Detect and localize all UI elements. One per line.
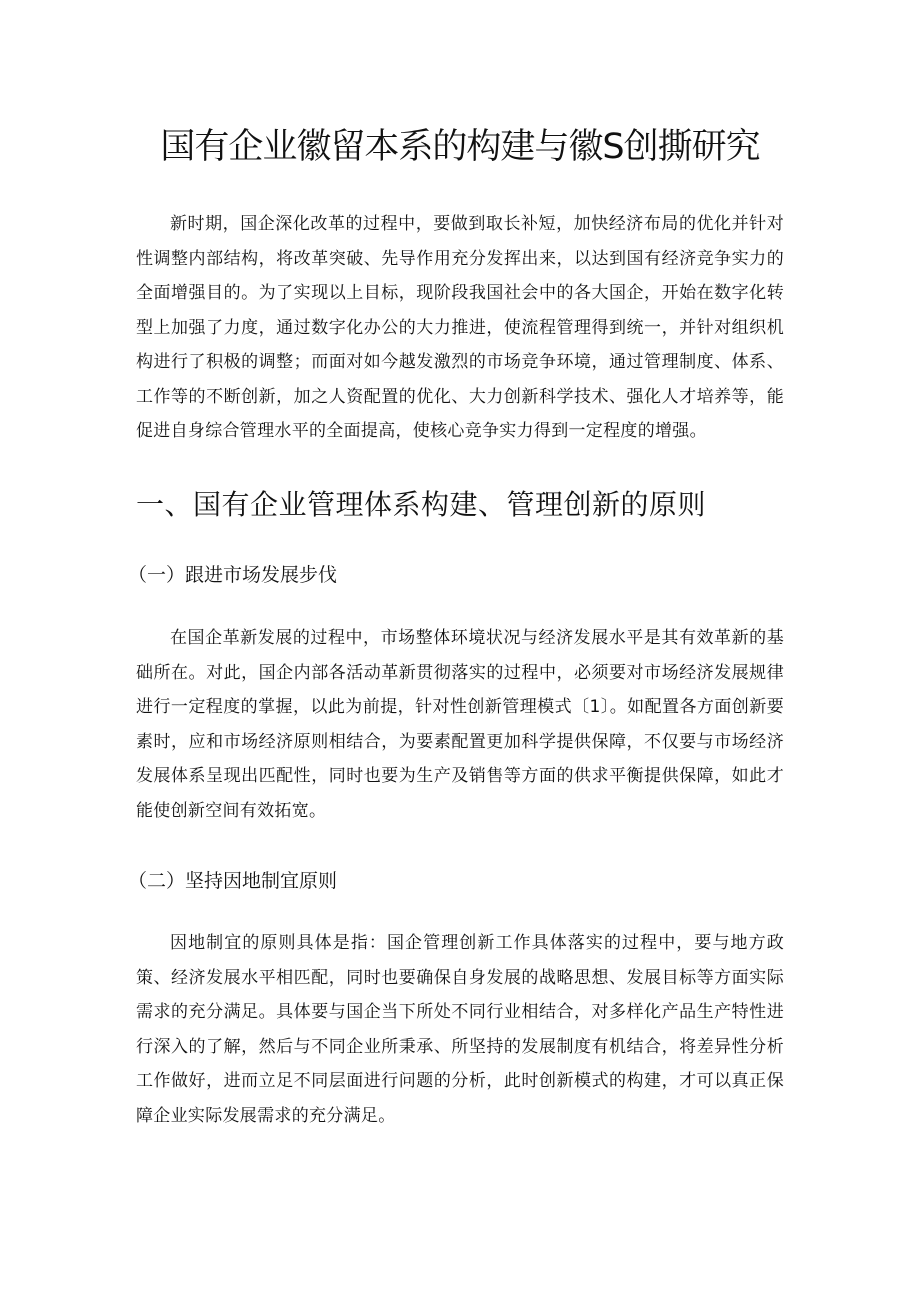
subsection-heading-2: （二）坚持因地制宜原则 [128, 870, 338, 892]
subsection-paragraph-1: 在国企革新发展的过程中，市场整体环境状况与经济发展水平是其有效革新的基础所在。对此，国企内部各活动革新贯彻落实的过程中，必须要对市场经济发展规律进行一定程度的掌握，以此为前提，针对性创新管理模式〔1〕。如配置各方面创新要素时，应和市场经济原则相结合，为要素配置更加科学提供保障，不仅要与市场经济发展体系呈现出匹配性，同时也要为生产及销售等方面的供求平衡提供保障，如此才能使创新空间有效拓宽。 [136, 628, 784, 821]
subsection-heading-1: （一）跟进市场发展步伐 [128, 564, 338, 586]
subsection-paragraph-2: 因地制宜的原则具体是指：国企管理创新工作具体落实的过程中，要与地方政策、经济发展水平相匹配，同时也要确保自身发展的战略思想、发展目标等方面实际需求的充分满足。具体要与国企当下所处不同行业相结合，对多样化产品生产特性进行深入的了解，然后与不同企业所秉承、所坚持的发展制度有机结合，将差异性分析工作做好，进而立足不同层面进行问题的分析，此时创新模式的构建，才可以真正保障企业实际发展需求的充分满足。 [136, 933, 784, 1126]
document-title: 国有企业徽留本系的构建与徽S创撕研究 [160, 127, 760, 167]
intro-paragraph: 新时期，国企深化改革的过程中，要做到取长补短，加快经济布局的优化并针对性调整内部结构，将改革突破、先导作用充分发挥出来，以达到国有经济竞争实力的全面增强目的。为了实现以上目标，现阶段我国社会中的各大国企，开始在数字化转型上加强了力度，通过数字化办公的大力推进，使流程管理得到统一，并针对组织机构进行了积极的调整；而面对如今越发激烈的市场竞争环境，通过管理制度、体系、工作等的不断创新，加之人资配置的优化、大力创新科学技术、强化人才培养等，能促进自身综合管理水平的全面提高，使核心竞争实力得到一定程度的增强。 [136, 214, 784, 441]
section-heading: 一、国有企业管理体系构建、管理创新的原则 [136, 488, 707, 521]
